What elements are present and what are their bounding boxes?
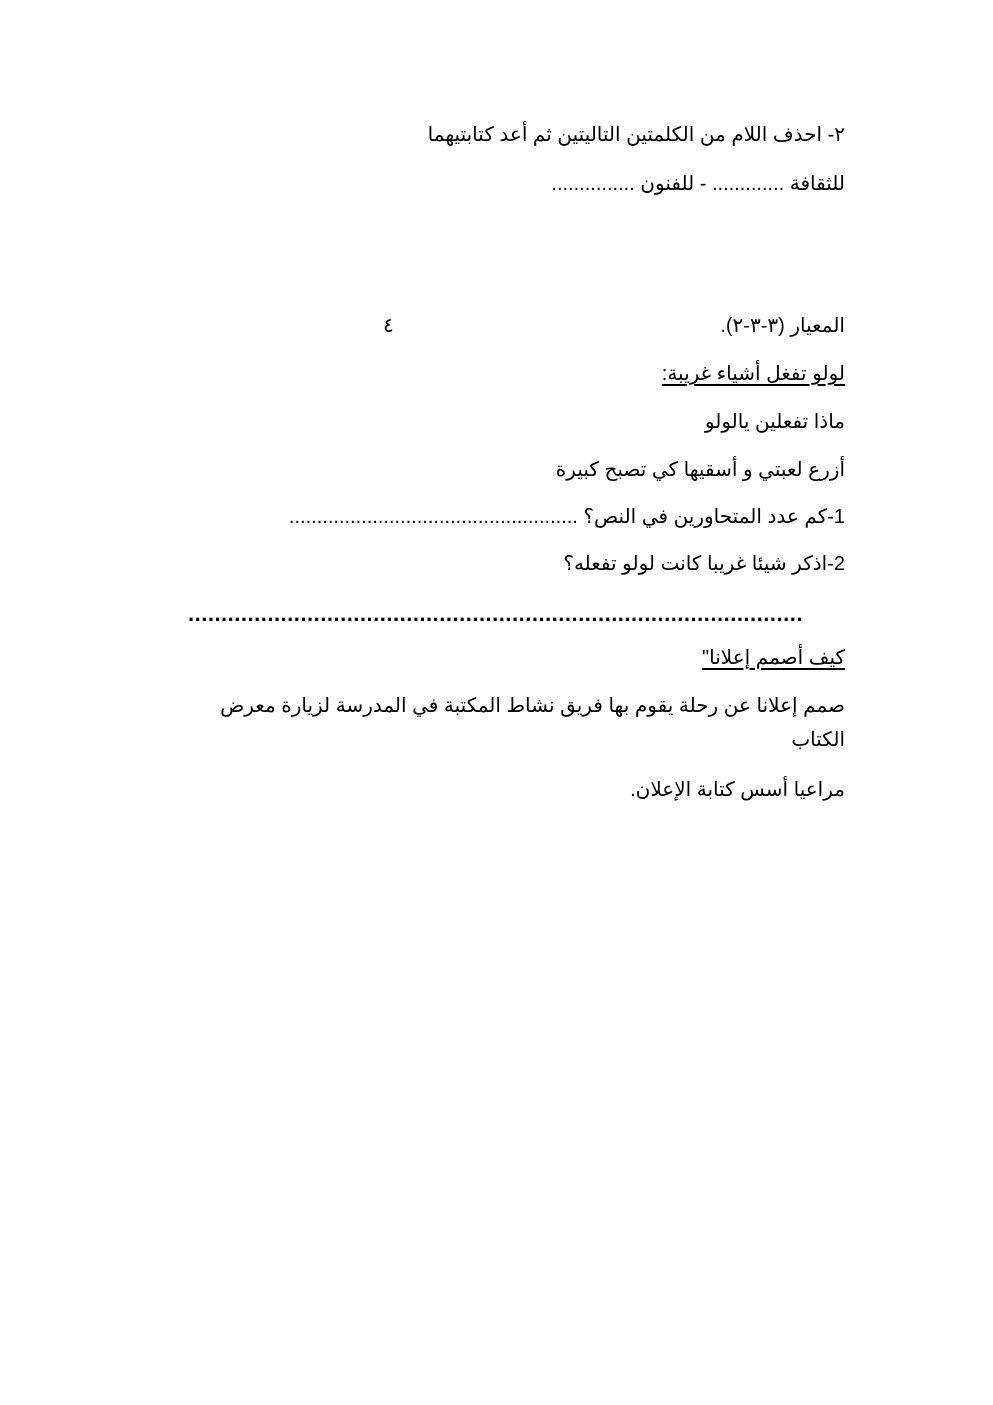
criterion-number: ٤ [383, 315, 394, 337]
ad-title: كيف أصمم إعلانا" [702, 647, 845, 669]
question-1: 1-كم عدد المتحاورين في النص؟ .................................................... [288, 506, 845, 528]
answer-dotted-line: ............................................................................................. [188, 601, 803, 626]
ad-note: مراعيا أسس كتابة الإعلان. [630, 779, 845, 801]
section2-words-line: للثقافة ............. - للفنون ............... [551, 173, 845, 195]
question-2: 2-اذكر شيئا غريبا كانت لولو تفعله؟ [563, 553, 845, 575]
story-line-1: ماذا تفعلين يالولو [704, 411, 845, 433]
story-title: لولو تفغل أشياء غريبة: [661, 363, 845, 385]
section2-instruction: ٢- احذف اللام من الكلمتين التاليتين ثم أعد كتابتيهما [427, 124, 845, 146]
story-line-2: أزرع لعبتي و أسقيها كي تصبح كبيرة [555, 459, 845, 481]
ad-task: صمم إعلانا عن رحلة يقوم بها فريق نشاط المكتبة في المدرسة لزيارة معرض الكتاب [220, 695, 845, 751]
criterion-label: المعيار (٣-٣-٢). [720, 315, 845, 337]
